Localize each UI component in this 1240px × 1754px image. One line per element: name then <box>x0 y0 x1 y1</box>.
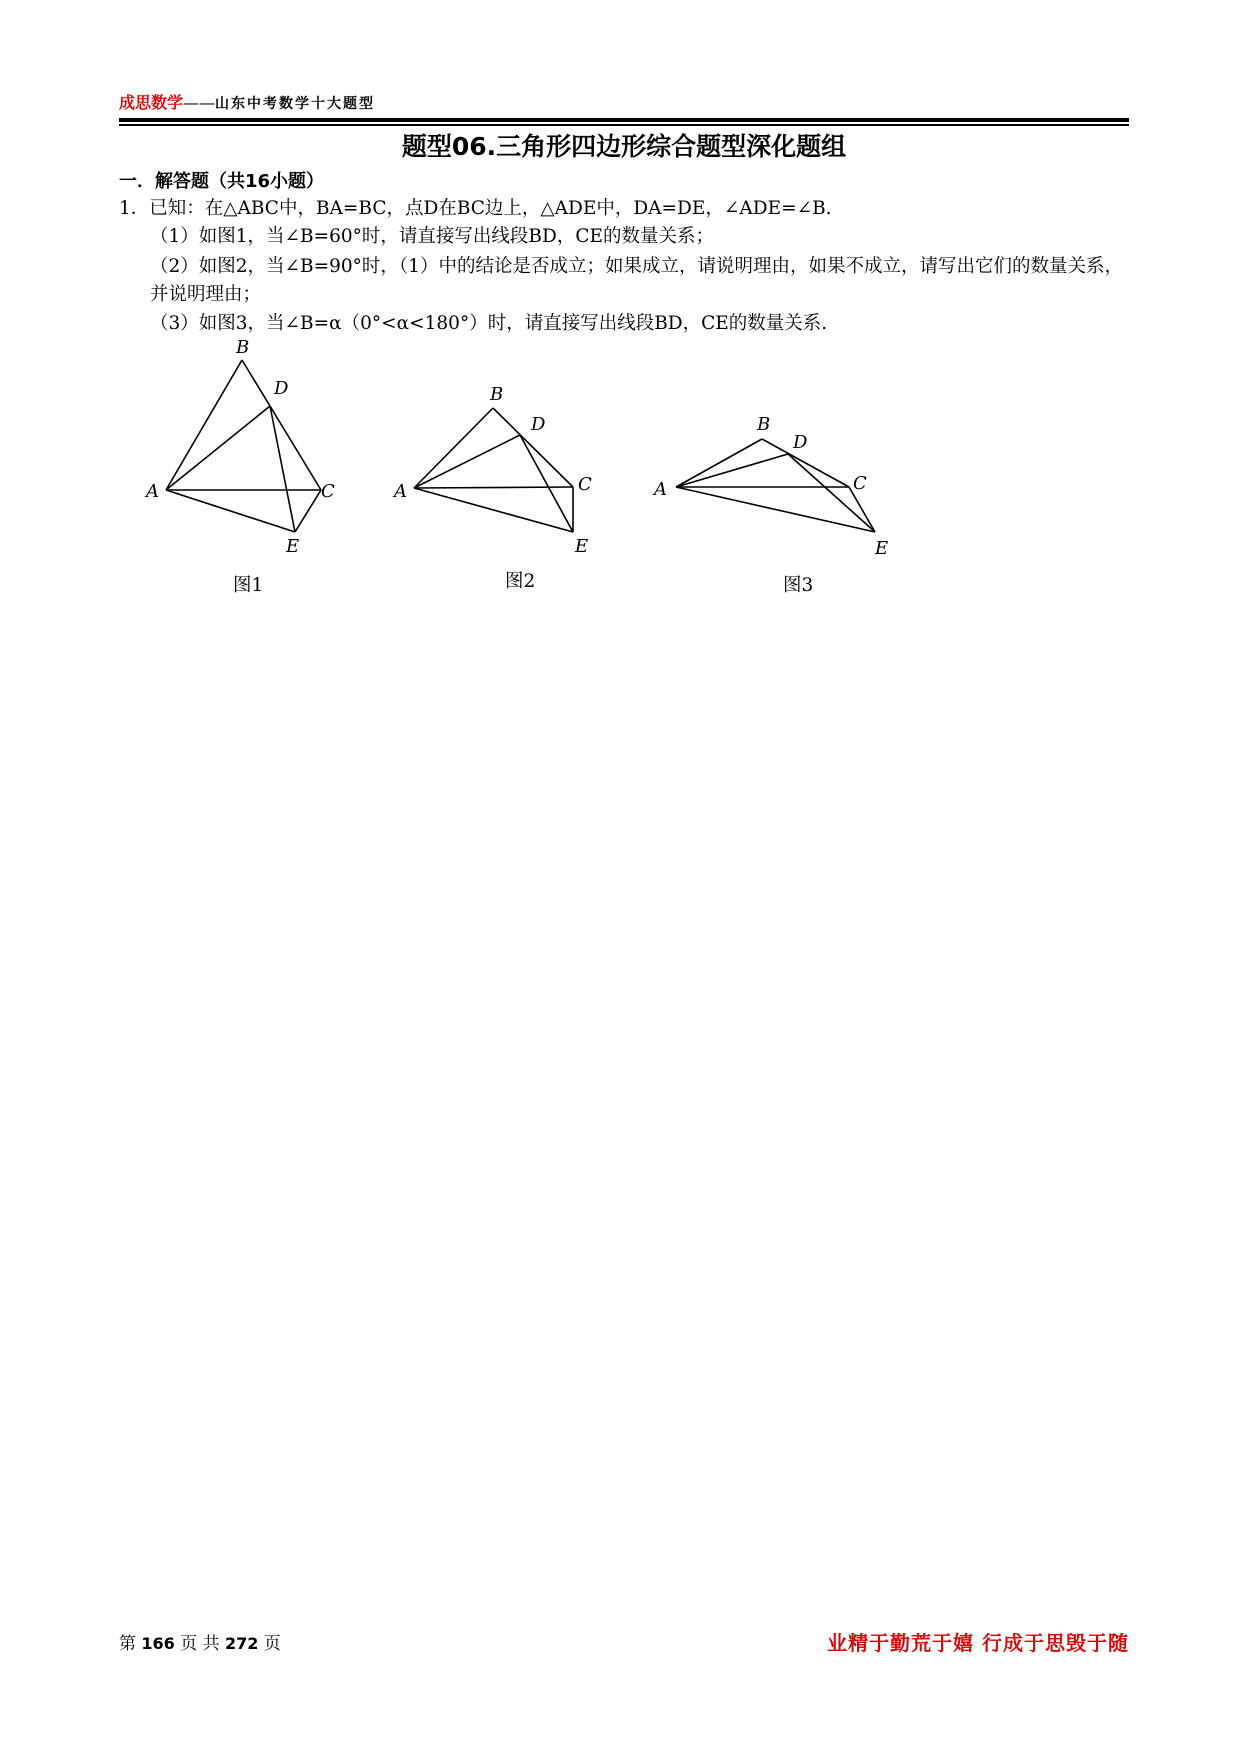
fig3-label-b: B <box>757 414 771 435</box>
figure-3 <box>650 405 900 560</box>
header-dash: —— <box>183 93 216 112</box>
figure-1 <box>140 335 360 560</box>
figure-2-diagram <box>390 380 610 560</box>
fig1-label-b: B <box>236 337 250 358</box>
fig2-label-e: E <box>575 536 589 557</box>
brand-name: 成思数学 <box>119 93 184 112</box>
fig3-label-a: A <box>654 479 667 500</box>
page-header <box>119 92 1129 114</box>
page-prefix: 第 <box>119 1634 136 1654</box>
figure-2-caption: 图2 <box>505 571 536 592</box>
question-part-3: （3）如图3，当∠B=α（0°<α<180°）时，请直接写出线段BD，CE的数量关系. <box>150 313 828 334</box>
figure-3-diagram <box>650 405 900 560</box>
question-part-1: （1）如图1，当∠B=60°时，请直接写出线段BD，CE的数量关系； <box>150 226 715 247</box>
footer-motto: 业精于勤荒于嬉 行成于思毁于随 <box>827 1631 1129 1655</box>
fig2-label-c: C <box>578 474 592 495</box>
figure-1-caption: 图1 <box>233 575 264 596</box>
fig1-label-d: D <box>274 378 289 399</box>
fig2-label-b: B <box>490 384 504 405</box>
page-number <box>119 1632 281 1656</box>
page-mid: 页 共 <box>180 1634 220 1654</box>
question-part-2-continued: 并说明理由； <box>150 284 262 305</box>
document-title: 题型06.三角形四边形综合题型深化题组 <box>401 132 847 161</box>
fig3-label-e: E <box>875 538 889 559</box>
fig3-label-c: C <box>853 473 867 494</box>
figure-1-diagram <box>140 335 360 560</box>
fig3-label-d: D <box>793 432 808 453</box>
page-current: 166 <box>141 1634 175 1653</box>
header-rule-thick <box>119 118 1129 122</box>
figure-2 <box>390 380 610 560</box>
fig1-label-c: C <box>321 481 335 502</box>
header-subtitle: 山东中考数学十大题型 <box>215 96 376 112</box>
question-part-2: （2）如图2，当∠B=90°时，（1）中的结论是否成立；如果成立，请说明理由，如果不成立，请写出它们的数量关系， <box>150 256 1123 277</box>
fig1-label-a: A <box>146 481 159 502</box>
figure-3-caption: 图3 <box>783 575 814 596</box>
fig1-label-e: E <box>286 536 300 557</box>
section-heading: 一．解答题（共16小题） <box>119 171 325 192</box>
page-suffix: 页 <box>263 1634 281 1654</box>
page-total: 272 <box>225 1634 259 1653</box>
fig2-label-d: D <box>531 414 546 435</box>
question-stem: 1．已知：在△ABC中，BA=BC，点D在BC边上，△ADE中，DA=DE，∠ADE=∠B. <box>119 198 832 219</box>
fig2-label-a: A <box>394 481 407 502</box>
header-rule-thin <box>119 124 1129 126</box>
